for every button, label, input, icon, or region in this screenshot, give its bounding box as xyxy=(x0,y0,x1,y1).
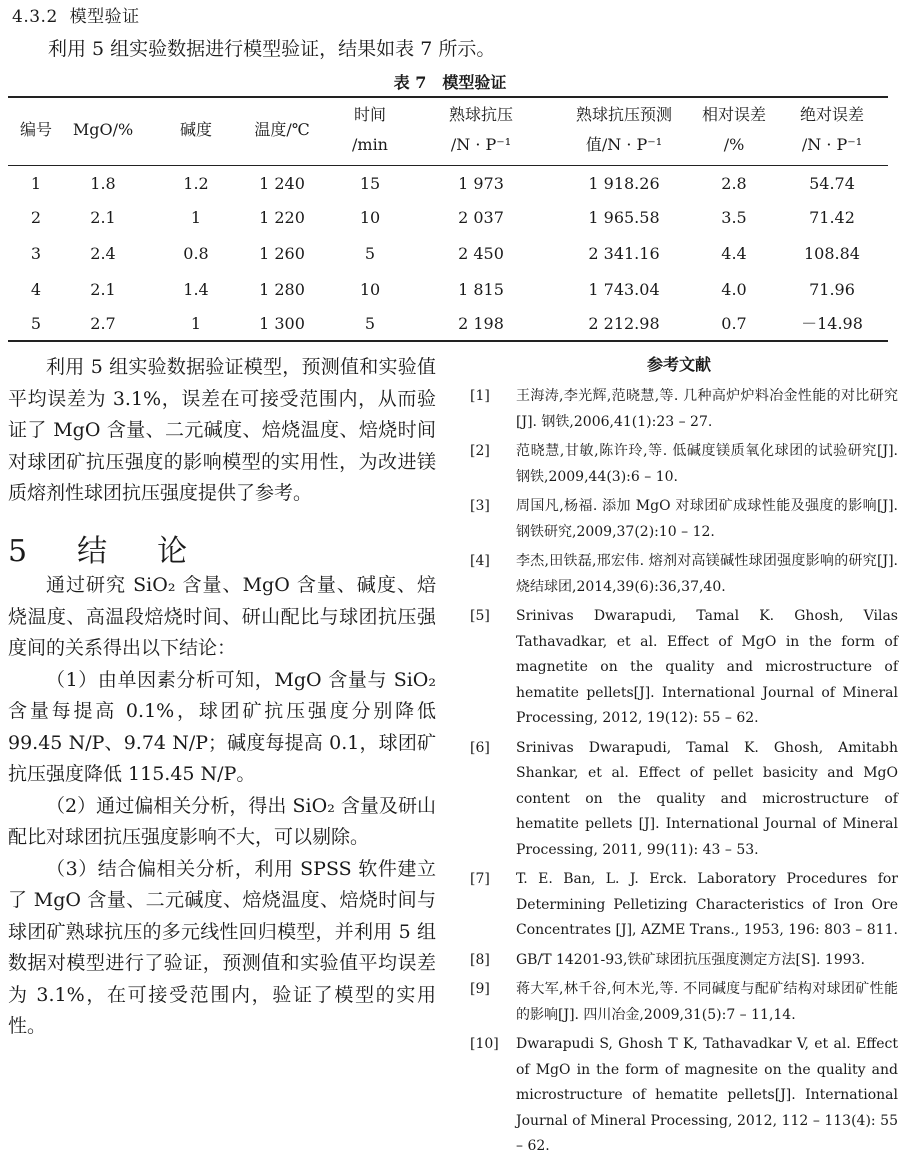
table-cell: 2 212.98 xyxy=(588,314,660,333)
table-cell: 2.8 xyxy=(721,174,747,193)
table-cell: 10 xyxy=(359,208,381,227)
reference-number: [10] xyxy=(470,1036,499,1052)
table-cell: 3.5 xyxy=(721,208,747,227)
table-cell: 1 220 xyxy=(259,208,305,227)
table-cell: 1 918.26 xyxy=(588,174,660,193)
section-heading xyxy=(12,2,140,27)
table-cell: 2 xyxy=(30,208,42,227)
table-cell: 4 xyxy=(30,280,42,299)
reference-item xyxy=(470,867,898,944)
table-cell: －14.98 xyxy=(801,314,863,333)
table-cell: 2 198 xyxy=(458,314,504,333)
table-cell: 1 240 xyxy=(259,174,305,193)
conclusion-item-3: （3）结合偏相关分析，利用 SPSS 软件建立了 MgO 含量、二元碱度、焙烧温度、焙烧时间与球团矿熟球抗压的多元线性回归模型，并利用 5 组数据对模型进行了验证，预测值和实验值平均误差为 3.1%，在可接受范围内，验证了模型的实用性。 xyxy=(8,857,436,1037)
table-header-cell: 编号 xyxy=(19,120,52,139)
table-cell: 2.7 xyxy=(90,314,116,333)
table-header-cell: 时间 xyxy=(353,105,386,124)
reference-text: 范晓慧,甘敏,陈许玲,等. 低碱度镁质氧化球团的试验研究[J]. 钢铁,2009,44(3):6 – 10. xyxy=(516,443,898,485)
table-cell: 54.74 xyxy=(809,174,855,193)
references-list xyxy=(470,384,898,1164)
table-cell: 1 260 xyxy=(259,244,305,263)
table-cell: 10 xyxy=(359,280,381,299)
validation-paragraph xyxy=(8,352,436,510)
table-cell: 1 300 xyxy=(259,314,305,333)
reference-text: Dwarapudi S, Ghosh T K, Tathavadkar V, et al. Effect of MgO in the form of magnesite on the quality and microstructure of hematite pellets[J]. International Journal of Mineral Processing, 2012, 112 – 113(4): 55 – 62. xyxy=(516,1036,898,1154)
table-cell: 2.1 xyxy=(90,280,116,299)
references-title: 参考文献 xyxy=(646,355,711,374)
reference-text: T. E. Ban, L. J. Erck. Laboratory Procedures for Determining Pelletizing Characteristics of Iron Ore Concentrates [J], AZME Trans., 1953, 196: 803 – 811. xyxy=(516,871,898,938)
reference-text: 蒋大军,林千谷,何木光,等. 不同碱度与配矿结构对球团矿性能的影响[J]. 四川冶金,2009,31(5):7 – 11,14. xyxy=(516,981,898,1023)
table-cell: 1 xyxy=(190,208,202,227)
reference-text: Srinivas Dwarapudi, Tamal K. Ghosh, Vilas Tathavadkar, et al. Effect of MgO in the form of magnetite on the quality and microstructure of hematite pellets[J]. International Journal of Mineral Processing, 2012, 19(12): 55 – 62. xyxy=(516,608,898,726)
table-cell: 108.84 xyxy=(804,244,860,263)
table-header-cell: 值/N · P⁻¹ xyxy=(585,135,663,154)
section-number: 4.3.2 xyxy=(12,7,58,27)
table-cell: 1 973 xyxy=(458,174,504,193)
reference-item xyxy=(470,736,898,864)
reference-item xyxy=(470,549,898,600)
reference-text: 周国凡,杨福. 添加 MgO 对球团矿成球性能及强度的影响[J]. 钢铁研究,2009,37(2):10 – 12. xyxy=(516,498,898,540)
conclusion-item-1: （1）由单因素分析可知，MgO 含量与 SiO₂ 含量每提高 0.1%，球团矿抗压强度分别降低 99.45 N/P、9.74 N/P；碱度每提高 0.1，球团矿抗压强度降低 115.45 N/P。 xyxy=(8,668,436,785)
table-cell: 15 xyxy=(359,174,381,193)
reference-number: [4] xyxy=(470,553,490,569)
reference-text: 王海涛,李光辉,范晓慧,等. 几种高炉炉料冶金性能的对比研究[J]. 钢铁,2006,41(1):23 – 27. xyxy=(516,388,898,430)
table-header-cell: 绝对误差 xyxy=(799,105,864,124)
reference-item xyxy=(470,604,898,732)
reference-item xyxy=(470,439,898,490)
table-cell: 5 xyxy=(30,314,42,333)
table-header-cell: /N · P⁻¹ xyxy=(450,135,512,154)
conclusion-body xyxy=(8,570,436,1043)
table-cell: 1 743.04 xyxy=(588,280,660,299)
table-cell: 1 815 xyxy=(458,280,504,299)
table-cell: 71.96 xyxy=(809,280,855,299)
table-header-cell: 碱度 xyxy=(179,120,212,139)
table-cell: 1.4 xyxy=(183,280,209,299)
validation-text: 利用 5 组实验数据验证模型，预测值和实验值平均误差为 3.1%，误差在可接受范围内，从而验证了 MgO 含量、二元碱度、焙烧温度、焙烧时间对球团矿抗压强度的影响模型的实用性，为改进镁质熔剂性球团抗压强度提供了参考。 xyxy=(8,356,436,504)
table-cell: 3 xyxy=(30,244,42,263)
table-header-cell: 熟球抗压预测 xyxy=(575,105,672,124)
table-cell: 1 xyxy=(30,174,42,193)
conclusion-intro: 通过研究 SiO₂ 含量、MgO 含量、碱度、焙烧温度、高温段焙烧时间、研山配比与球团抗压强度间的关系得出以下结论： xyxy=(8,574,436,659)
reference-number: [9] xyxy=(470,981,490,997)
reference-item xyxy=(470,494,898,545)
table-cell: 5 xyxy=(364,314,376,333)
reference-text: GB/T 14201-93,铁矿球团抗压强度测定方法[S]. 1993. xyxy=(516,951,866,968)
table-cell: 5 xyxy=(364,244,376,263)
table-cell: 2.4 xyxy=(90,244,116,263)
section-title: 模型验证 xyxy=(69,7,140,27)
table-header-cell: 相对误差 xyxy=(701,105,766,124)
table-cell: 0.7 xyxy=(721,314,747,333)
intro-sentence: 利用 5 组实验数据进行模型验证，结果如表 7 所示。 xyxy=(48,38,496,60)
table-top-rule xyxy=(8,96,888,98)
table-header-cell: 熟球抗压 xyxy=(448,105,513,124)
table-header-cell: 温度/℃ xyxy=(254,120,310,139)
reference-number: [7] xyxy=(470,871,490,887)
reference-number: [6] xyxy=(470,739,490,756)
table-header-cell: /min xyxy=(352,135,388,154)
table-cell: 2 037 xyxy=(458,208,504,227)
table-cell: 1 xyxy=(190,314,202,333)
reference-item xyxy=(470,948,898,974)
table-caption: 表 7 模型验证 xyxy=(393,73,507,92)
table-header-cell: MgO/% xyxy=(72,120,134,139)
table-cell: 1 280 xyxy=(259,280,305,299)
reference-item xyxy=(470,384,898,435)
table-cell: 1.2 xyxy=(183,174,209,193)
conclusion-heading: 5 结 论 xyxy=(8,534,198,569)
table-cell: 2 341.16 xyxy=(588,244,660,263)
table-header-cell: /N · P⁻¹ xyxy=(801,135,863,154)
table-cell: 0.8 xyxy=(183,244,209,263)
table-cell: 4.4 xyxy=(721,244,747,263)
table-cell: 71.42 xyxy=(809,208,855,227)
reference-text: Srinivas Dwarapudi, Tamal K. Ghosh, Amitabh Shankar, et al. Effect of pellet basicity and MgO content on the quality and microstructure of hematite pellets [J]. International Journal of Mineral Processing, 2011, 99(11): 43 – 53. xyxy=(516,739,898,858)
table-cell: 1.8 xyxy=(90,174,116,193)
table-cell: 4.0 xyxy=(721,280,747,299)
reference-number: [2] xyxy=(470,443,490,459)
table-header-cell: /% xyxy=(723,135,745,154)
reference-number: [5] xyxy=(470,608,490,624)
reference-number: [8] xyxy=(470,951,490,968)
table-cell: 2.1 xyxy=(90,208,116,227)
table-cell: 1 965.58 xyxy=(588,208,660,227)
table-cell: 2 450 xyxy=(458,244,504,263)
reference-text: 李杰,田铁磊,邢宏伟. 熔剂对高镁碱性球团强度影响的研究[J]. 烧结球团,2014,39(6):36,37,40. xyxy=(516,553,898,595)
reference-number: [1] xyxy=(470,388,490,404)
reference-number: [3] xyxy=(470,498,490,514)
reference-item xyxy=(470,977,898,1028)
conclusion-item-2: （2）通过偏相关分析，得出 SiO₂ 含量及研山配比对球团抗压强度影响不大，可以剔除。 xyxy=(8,794,436,848)
reference-item xyxy=(470,1032,898,1160)
